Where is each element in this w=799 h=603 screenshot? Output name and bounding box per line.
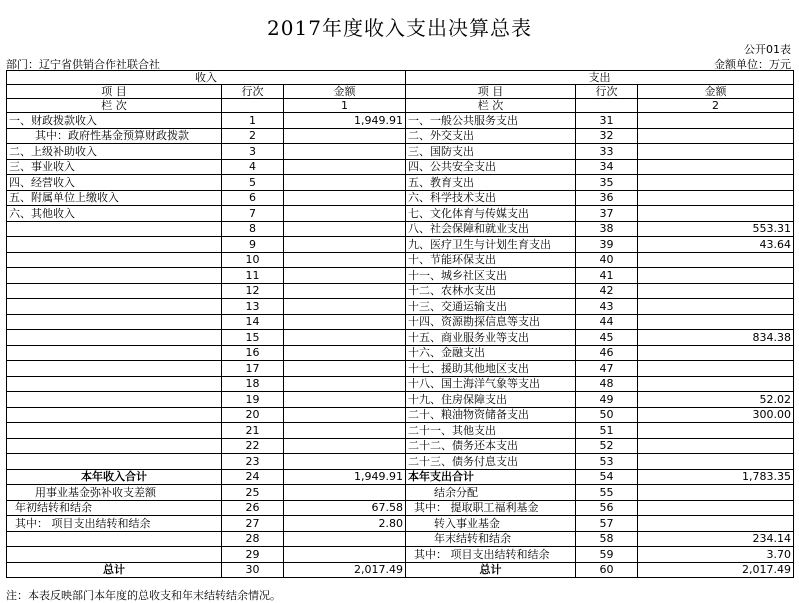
- expense-line-number: 60: [576, 562, 638, 578]
- income-line-number: 14: [222, 314, 284, 330]
- income-line-number: 20: [222, 407, 284, 423]
- expense-line-number: 46: [576, 345, 638, 361]
- income-item-label: 二、上级补助收入: [7, 144, 222, 160]
- income-line-number: 3: [222, 144, 284, 160]
- expense-column-number: 2: [638, 99, 794, 113]
- income-amount: 1,949.91: [284, 113, 406, 129]
- income-line-number: 17: [222, 361, 284, 377]
- income-item-label: 用事业基金弥补收支差额: [7, 485, 222, 501]
- expense-line-number: 42: [576, 283, 638, 299]
- table-row: [7, 128, 794, 144]
- income-amount: [284, 283, 406, 299]
- income-line-number: 7: [222, 206, 284, 222]
- income-line-number: 1: [222, 113, 284, 129]
- income-item-label: 本年收入合计: [7, 469, 222, 485]
- income-item-label: 四、经营收入: [7, 175, 222, 191]
- income-amount: [284, 175, 406, 191]
- expense-item-label: 十、节能环保支出: [406, 252, 576, 268]
- expense-amount: 2,017.49: [638, 562, 794, 578]
- expense-item-label: 其中： 项目支出结转和结余: [406, 547, 576, 563]
- income-amount: [284, 190, 406, 206]
- expense-line-number: 57: [576, 516, 638, 532]
- income-amount: [284, 268, 406, 284]
- expense-item-label: 十三、交通运输支出: [406, 299, 576, 315]
- income-amount: [284, 345, 406, 361]
- expense-amount: [638, 206, 794, 222]
- expense-item-label: 二十三、债务付息支出: [406, 454, 576, 470]
- income-item-label: [7, 531, 222, 547]
- income-line-number: 18: [222, 376, 284, 392]
- table-row: [7, 268, 794, 284]
- table-row: [7, 252, 794, 268]
- expense-item-label: 二十一、其他支出: [406, 423, 576, 439]
- table-row: [7, 485, 794, 501]
- amount-unit-label: 金额单位：万元: [714, 58, 791, 71]
- income-line-number: 25: [222, 485, 284, 501]
- expense-amount: [638, 454, 794, 470]
- table-row: [7, 500, 794, 516]
- income-amount: [284, 423, 406, 439]
- table-row: [7, 159, 794, 175]
- expense-item-label: 转入事业基金: [406, 516, 576, 532]
- expense-item-label: 十五、商业服务业等支出: [406, 330, 576, 346]
- table-row: [7, 144, 794, 160]
- table-row: [7, 407, 794, 423]
- table-row: [7, 454, 794, 470]
- expense-item-label: 其中： 提取职工福利基金: [406, 500, 576, 516]
- income-item-label: [7, 547, 222, 563]
- income-column-number: 1: [284, 99, 406, 113]
- empty-cell: [576, 99, 638, 113]
- income-item-label: 三、事业收入: [7, 159, 222, 175]
- expense-item-label: 四、公共安全支出: [406, 159, 576, 175]
- income-item-label: [7, 299, 222, 315]
- table-row: [7, 237, 794, 253]
- expense-amount: 553.31: [638, 221, 794, 237]
- income-item-label: [7, 237, 222, 253]
- table-row: [7, 547, 794, 563]
- income-line-number: 24: [222, 469, 284, 485]
- expense-line-number: 35: [576, 175, 638, 191]
- income-line-number: 9: [222, 237, 284, 253]
- income-amount: 1,949.91: [284, 469, 406, 485]
- income-amount: 2,017.49: [284, 562, 406, 578]
- expense-item-label: 一、一般公共服务支出: [406, 113, 576, 129]
- income-item-label: [7, 376, 222, 392]
- income-line-number: 5: [222, 175, 284, 191]
- expense-amount: [638, 376, 794, 392]
- income-item-label: [7, 330, 222, 346]
- expense-item-header: 项 目: [406, 85, 576, 99]
- income-column-label: 栏 次: [7, 99, 222, 113]
- income-item-label: [7, 423, 222, 439]
- expense-line-number: 49: [576, 392, 638, 408]
- expense-amount: 834.38: [638, 330, 794, 346]
- table-row: [7, 190, 794, 206]
- expense-item-label: 十六、金融支出: [406, 345, 576, 361]
- department-label: 部门：辽宁省供销合作社联合社: [6, 58, 160, 71]
- expense-item-label: 九、医疗卫生与计划生育支出: [406, 237, 576, 253]
- table-row: [7, 562, 794, 578]
- income-amount: [284, 531, 406, 547]
- income-item-label: 五、附属单位上缴收入: [7, 190, 222, 206]
- expense-item-label: 六、科学技术支出: [406, 190, 576, 206]
- expense-item-label: 七、文化体育与传媒支出: [406, 206, 576, 222]
- expense-item-label: 十七、援助其他地区支出: [406, 361, 576, 377]
- income-amount: [284, 144, 406, 160]
- expense-item-label: 十一、城乡社区支出: [406, 268, 576, 284]
- expense-line-number: 39: [576, 237, 638, 253]
- expense-line-number: 34: [576, 159, 638, 175]
- expense-amount-header: 金额: [638, 85, 794, 99]
- income-line-number: 10: [222, 252, 284, 268]
- income-amount: 2.80: [284, 516, 406, 532]
- expense-item-label: 三、国防支出: [406, 144, 576, 160]
- income-amount: [284, 330, 406, 346]
- income-amount: [284, 376, 406, 392]
- expense-amount: [638, 113, 794, 129]
- budget-table: [6, 70, 794, 578]
- expense-line-number: 55: [576, 485, 638, 501]
- income-item-label: 年初结转和结余: [7, 500, 222, 516]
- expense-column-label: 栏 次: [406, 99, 576, 113]
- expense-item-label: 结余分配: [406, 485, 576, 501]
- income-amount: 67.58: [284, 500, 406, 516]
- expense-amount: [638, 144, 794, 160]
- expense-item-label: 二、外交支出: [406, 128, 576, 144]
- expense-line-number: 32: [576, 128, 638, 144]
- income-item-label: 总计: [7, 562, 222, 578]
- income-amount: [284, 206, 406, 222]
- expense-amount: [638, 128, 794, 144]
- income-line-number: 29: [222, 547, 284, 563]
- expense-line-number: 37: [576, 206, 638, 222]
- expense-amount: [638, 361, 794, 377]
- income-line-number: 6: [222, 190, 284, 206]
- expense-amount: 234.14: [638, 531, 794, 547]
- income-amount: [284, 314, 406, 330]
- income-line-number: 26: [222, 500, 284, 516]
- expense-amount: [638, 438, 794, 454]
- income-amount: [284, 407, 406, 423]
- expense-amount: [638, 268, 794, 284]
- expense-item-label: 总计: [406, 562, 576, 578]
- form-number: 公开01表: [744, 43, 791, 56]
- expense-amount: [638, 283, 794, 299]
- expense-amount: 43.64: [638, 237, 794, 253]
- table-row: [7, 438, 794, 454]
- expense-item-label: 本年支出合计: [406, 469, 576, 485]
- empty-cell: [222, 99, 284, 113]
- income-item-header: 项 目: [7, 85, 222, 99]
- expense-line-number: 53: [576, 454, 638, 470]
- income-item-label: 其中： 项目支出结转和结余: [7, 516, 222, 532]
- expense-item-label: 五、教育支出: [406, 175, 576, 191]
- expense-amount: 52.02: [638, 392, 794, 408]
- table-row: [7, 299, 794, 315]
- income-item-label: [7, 361, 222, 377]
- table-row: [7, 423, 794, 439]
- expense-item-label: 十九、住房保障支出: [406, 392, 576, 408]
- income-item-label: 一、财政拨款收入: [7, 113, 222, 129]
- expense-amount: [638, 299, 794, 315]
- expense-line-number: 40: [576, 252, 638, 268]
- income-line-number: 8: [222, 221, 284, 237]
- table-row: [7, 221, 794, 237]
- expense-amount: [638, 485, 794, 501]
- expense-section-header: 支出: [406, 71, 794, 85]
- table-row: [7, 345, 794, 361]
- income-line-number: 11: [222, 268, 284, 284]
- income-item-label: [7, 438, 222, 454]
- expense-line-number: 41: [576, 268, 638, 284]
- table-row: [7, 361, 794, 377]
- expense-amount: [638, 314, 794, 330]
- expense-line-number: 51: [576, 423, 638, 439]
- expense-line-number: 33: [576, 144, 638, 160]
- income-line-number: 15: [222, 330, 284, 346]
- expense-line-number: 38: [576, 221, 638, 237]
- table-row: [7, 113, 794, 129]
- expense-line-number: 47: [576, 361, 638, 377]
- income-item-label: [7, 345, 222, 361]
- table-row: [7, 330, 794, 346]
- table-row: [7, 175, 794, 191]
- income-item-label: [7, 252, 222, 268]
- table-row: [7, 469, 794, 485]
- expense-amount: 300.00: [638, 407, 794, 423]
- table-row: [7, 206, 794, 222]
- income-amount: [284, 252, 406, 268]
- expense-item-label: 年末结转和结余: [406, 531, 576, 547]
- income-amount: [284, 454, 406, 470]
- table-row: [7, 314, 794, 330]
- expense-line-header: 行次: [576, 85, 638, 99]
- income-line-number: 22: [222, 438, 284, 454]
- expense-amount: 3.70: [638, 547, 794, 563]
- expense-line-number: 56: [576, 500, 638, 516]
- income-line-number: 28: [222, 531, 284, 547]
- income-item-label: [7, 268, 222, 284]
- expense-line-number: 58: [576, 531, 638, 547]
- income-item-label: [7, 283, 222, 299]
- income-amount: [284, 128, 406, 144]
- expense-amount: [638, 345, 794, 361]
- income-item-label: [7, 407, 222, 423]
- income-amount: [284, 361, 406, 377]
- footnote: 注：本表反映部门本年度的总收支和年末结转结余情况。: [6, 589, 281, 602]
- expense-amount: [638, 500, 794, 516]
- expense-line-number: 45: [576, 330, 638, 346]
- expense-line-number: 44: [576, 314, 638, 330]
- income-amount: [284, 547, 406, 563]
- income-amount: [284, 221, 406, 237]
- income-amount: [284, 299, 406, 315]
- income-line-number: 4: [222, 159, 284, 175]
- income-item-label: 其中：政府性基金预算财政拨款: [7, 128, 222, 144]
- page-title: 2017年度收入支出决算总表: [267, 16, 532, 40]
- expense-line-number: 43: [576, 299, 638, 315]
- income-line-number: 27: [222, 516, 284, 532]
- income-item-label: 六、其他收入: [7, 206, 222, 222]
- income-line-number: 16: [222, 345, 284, 361]
- expense-line-number: 59: [576, 547, 638, 563]
- income-amount: [284, 237, 406, 253]
- table-row: [7, 376, 794, 392]
- expense-line-number: 31: [576, 113, 638, 129]
- expense-amount: 1,783.35: [638, 469, 794, 485]
- income-section-header: 收入: [7, 71, 406, 85]
- expense-amount: [638, 423, 794, 439]
- expense-item-label: 十二、农林水支出: [406, 283, 576, 299]
- expense-amount: [638, 516, 794, 532]
- income-item-label: [7, 221, 222, 237]
- table-row: [7, 392, 794, 408]
- table-row: [7, 531, 794, 547]
- income-amount: [284, 159, 406, 175]
- table-row: [7, 283, 794, 299]
- expense-item-label: 二十二、债务还本支出: [406, 438, 576, 454]
- income-line-header: 行次: [222, 85, 284, 99]
- expense-line-number: 48: [576, 376, 638, 392]
- income-line-number: 13: [222, 299, 284, 315]
- expense-item-label: 二十、粮油物资储备支出: [406, 407, 576, 423]
- expense-amount: [638, 190, 794, 206]
- expense-item-label: 八、社会保障和就业支出: [406, 221, 576, 237]
- expense-line-number: 50: [576, 407, 638, 423]
- income-amount-header: 金额: [284, 85, 406, 99]
- table-row: [7, 516, 794, 532]
- income-line-number: 19: [222, 392, 284, 408]
- income-line-number: 23: [222, 454, 284, 470]
- income-amount: [284, 485, 406, 501]
- income-line-number: 30: [222, 562, 284, 578]
- income-amount: [284, 438, 406, 454]
- income-item-label: [7, 454, 222, 470]
- income-line-number: 21: [222, 423, 284, 439]
- expense-line-number: 54: [576, 469, 638, 485]
- income-line-number: 2: [222, 128, 284, 144]
- income-line-number: 12: [222, 283, 284, 299]
- expense-line-number: 52: [576, 438, 638, 454]
- expense-amount: [638, 175, 794, 191]
- expense-item-label: 十四、资源勘探信息等支出: [406, 314, 576, 330]
- expense-amount: [638, 252, 794, 268]
- income-item-label: [7, 314, 222, 330]
- expense-item-label: 十八、国土海洋气象等支出: [406, 376, 576, 392]
- income-amount: [284, 392, 406, 408]
- expense-line-number: 36: [576, 190, 638, 206]
- income-item-label: [7, 392, 222, 408]
- expense-amount: [638, 159, 794, 175]
